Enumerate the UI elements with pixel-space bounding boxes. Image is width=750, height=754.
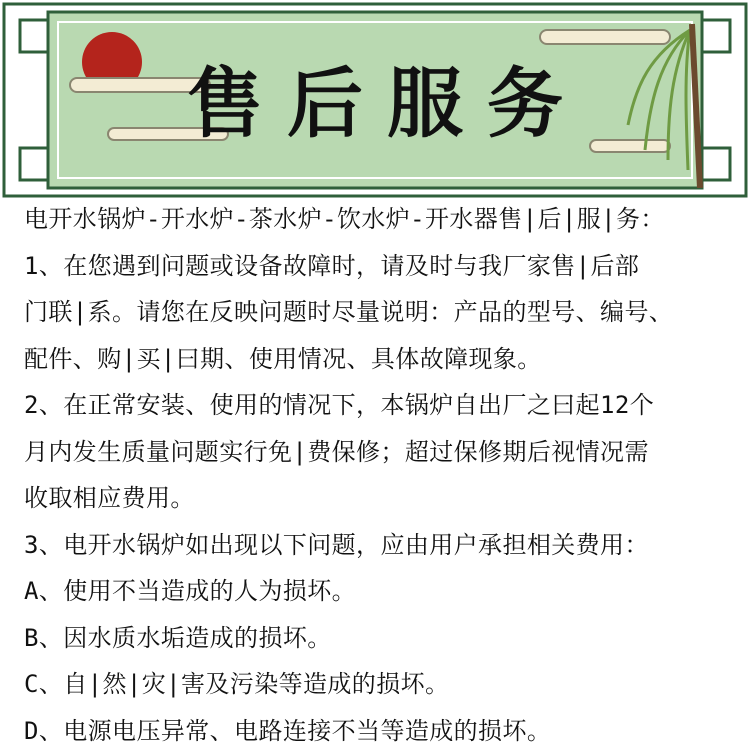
text-line-item-b: B、因水质水垢造成的损坏。 (24, 615, 740, 662)
text-line: 2、在正常安装、使用的情况下，本锅炉自出厂之曰起12个 (24, 382, 740, 429)
text-line-item-c: C、自|然|灾|害及污染等造成的损坏。 (24, 661, 740, 708)
banner (0, 0, 750, 200)
text-line: 1、在您遇到问题或设备故障时，请及时与我厂家售|后部 (24, 243, 740, 290)
text-line: 门联|系。请您在反映问题时尽量说明：产品的型号、编号、 (24, 289, 740, 336)
after-sales-text (24, 196, 740, 754)
text-line: 3、电开水锅炉如出现以下问题，应由用户承担相关费用： (24, 522, 740, 569)
text-line-item-a: A、使用不当造成的人为损坏。 (24, 568, 740, 615)
banner-title: 售后服务 (0, 42, 750, 152)
text-line: 月内发生质量问题实行免|费保修；超过保修期后视情况需 (24, 429, 740, 476)
text-line-item-d: D、电源电压异常、电路连接不当等造成的损坏。 (24, 708, 740, 754)
text-line-intro: 电开水锅炉-开水炉-茶水炉-饮水炉-开水器售|后|服|务： (24, 196, 740, 243)
text-line: 收取相应费用。 (24, 475, 740, 522)
text-line: 配件、购|买|曰期、使用情况、具体故障现象。 (24, 336, 740, 383)
